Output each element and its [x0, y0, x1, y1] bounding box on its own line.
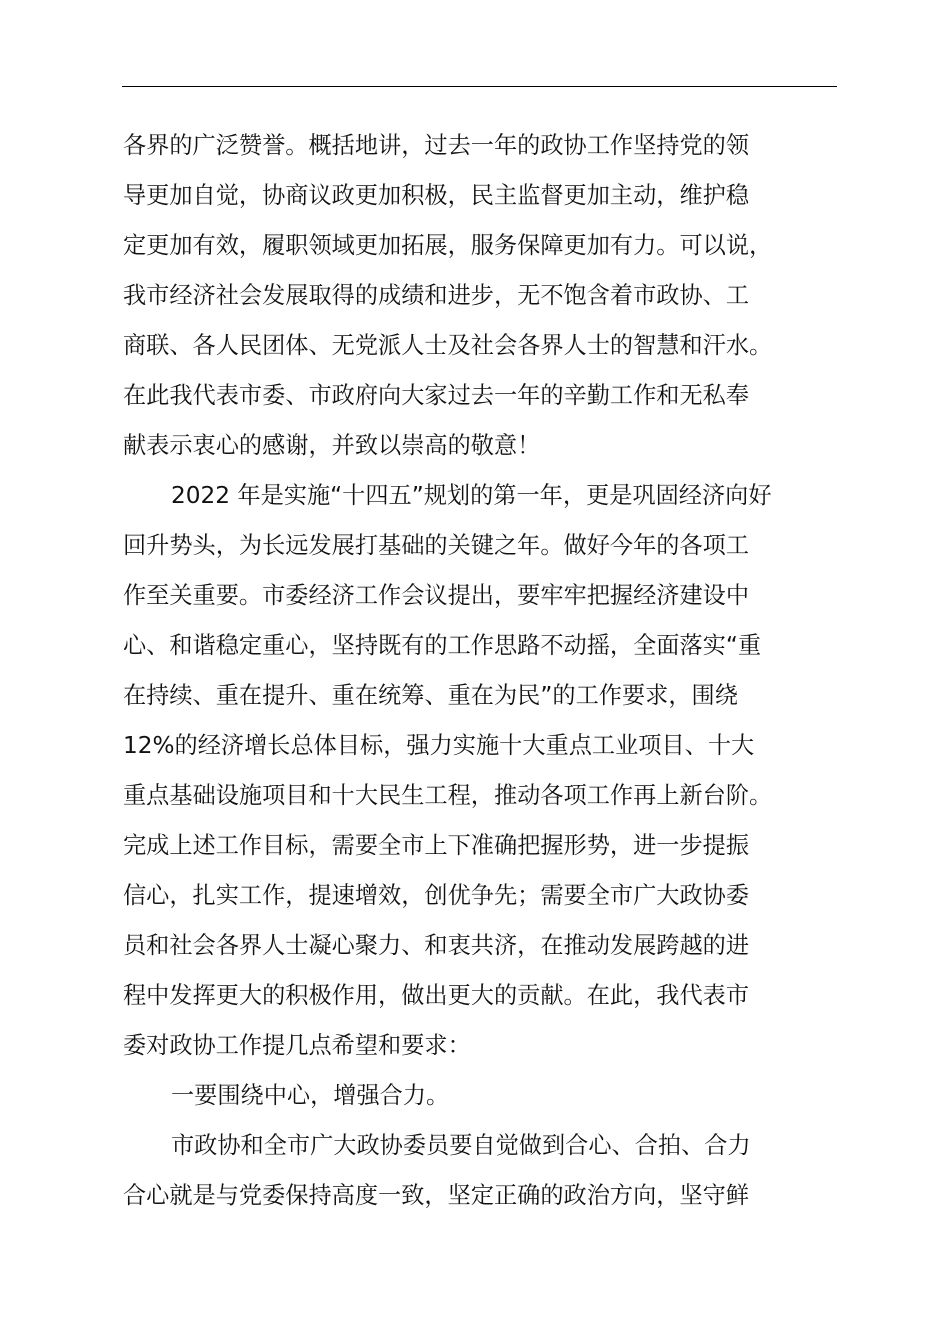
text-line: 导更加自觉，协商议政更加积极，民主监督更加主动，维护稳	[123, 182, 750, 209]
text-line: 我市经济社会发展取得的成绩和进步，无不饱含着市政协、工	[123, 282, 750, 309]
text-line: 在持续、重在提升、重在统筹、重在为民”的工作要求，围绕	[123, 682, 738, 709]
header-rule	[122, 86, 837, 87]
text-line: 各界的广泛赞誉。概括地讲，过去一年的政协工作坚持党的领	[123, 132, 750, 159]
text-line: 定更加有效，履职领域更加拓展，服务保障更加有力。可以说，	[123, 232, 773, 259]
section-heading: 一要围绕中心，增强合力。	[171, 1082, 450, 1109]
text-line: 商联、各人民团体、无党派人士及社会各界人士的智慧和汗水。	[123, 332, 773, 359]
text-line: 2022 年是实施“十四五”规划的第一年，更是巩固经济向好	[171, 482, 772, 509]
text-line: 程中发挥更大的积极作用，做出更大的贡献。在此，我代表市	[123, 982, 750, 1009]
text-line: 献表示衷心的感谢，并致以崇高的敬意！	[123, 432, 541, 459]
text-line: 在此我代表市委、市政府向大家过去一年的辛勤工作和无私奉	[123, 382, 750, 409]
text-line: 信心，扎实工作，提速增效，创优争先；需要全市广大政协委	[123, 882, 750, 909]
text-line: 市政协和全市广大政协委员要自觉做到合心、合拍、合力	[171, 1132, 751, 1159]
text-line: 作至关重要。市委经济工作会议提出，要牢牢把握经济建设中	[123, 582, 750, 609]
text-line: 重点基础设施项目和十大民生工程，推动各项工作再上新台阶。	[123, 782, 773, 809]
text-line: 合心就是与党委保持高度一致，坚定正确的政治方向，坚守鲜	[123, 1182, 750, 1209]
text-line: 委对政协工作提几点希望和要求：	[123, 1032, 471, 1059]
text-line: 完成上述工作目标，需要全市上下准确把握形势，进一步提振	[123, 832, 750, 859]
text-line: 员和社会各界人士凝心聚力、和衷共济，在推动发展跨越的进	[123, 932, 750, 959]
text-line: 回升势头，为长远发展打基础的关键之年。做好今年的各项工	[123, 532, 750, 559]
text-line: 心、和谐稳定重心，坚持既有的工作思路不动摇，全面落实“重	[123, 632, 762, 659]
text-line: 12%的经济增长总体目标，强力实施十大重点工业项目、十大	[123, 732, 755, 759]
